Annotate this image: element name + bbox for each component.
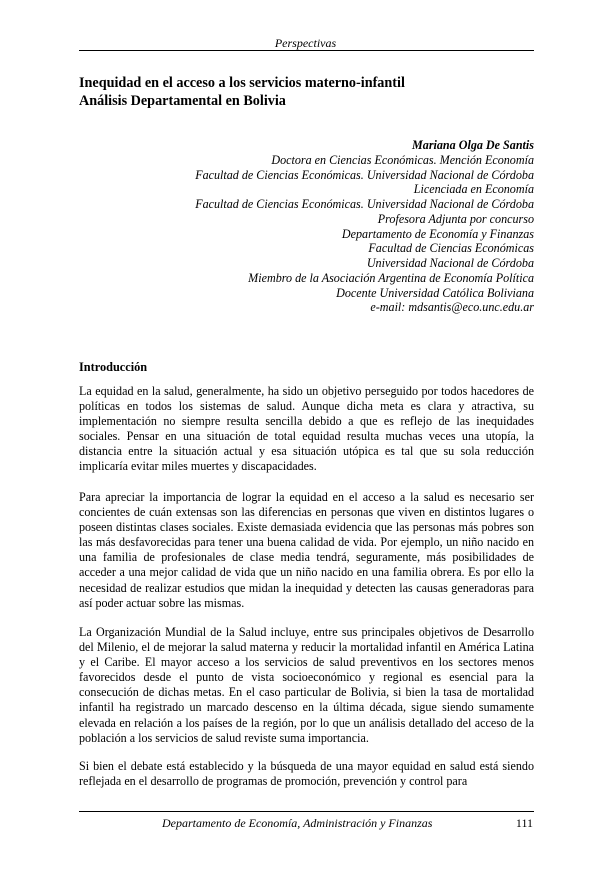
body-paragraph: La equidad en la salud, generalmente, ha sido un objetivo perseguido por todos hacedores de políticas en todos los sistemas de salud. Aunque dicha meta es clara y atractiva, su implementación no siempre resulta sencilla debido a que es reflejo de las inequidades sociales. Pensar en una situación de total equidad resulta muchas veces una utopía, la distancia entre la situación actual y esa situación utópica es tal que su sola reducción implicaría evitar miles muertes y discapacidades. xyxy=(79,384,534,474)
author-affiliation: Universidad Nacional de Córdoba xyxy=(366,256,534,270)
author-affiliation: Docente Universidad Católica Boliviana xyxy=(336,285,534,300)
author-affiliation: Doctora en Ciencias Económicas. Mención Economía xyxy=(271,152,534,167)
article-subtitle-line: Análisis Departamental en Bolivia xyxy=(79,93,286,109)
author-affiliation: Miembro de la Asociación Argentina de Economía Política xyxy=(248,270,534,285)
author-name: Mariana Olga De Santis xyxy=(412,138,534,152)
header-rule xyxy=(79,50,534,51)
author-affiliation: Facultad de Ciencias Económicas. Universidad Nacional de Córdoba xyxy=(195,167,534,182)
body-paragraph: Para apreciar la importancia de lograr la equidad en el acceso a la salud es necesario ser concientes de cuán extensas son las diferencias en personas que viven en distintos lugares o poseen distintas clases sociales. Existe demasiada evidencia que las personas más pobres son las más desfavorecidas para tener una buena calidad de vida. Por ejemplo, un niño nacido en una familia de profesionales de clase media tendrá, seguramente, más posibilidades de acceder a una mejor calidad de vida que un niño nacido en una familia obrera. Es por ello la necesidad de realizar estudios que midan la inequidad y detecten las causas generadoras para así poder actuar sobre las mismas. xyxy=(79,490,534,610)
author-affiliation: Licenciada en Economía xyxy=(413,182,534,197)
body-paragraph: Si bien el debate está establecido y la búsqueda de una mayor equidad en salud está siendo reflejada en el desarrollo de programas de promoción, prevención y control para xyxy=(79,759,534,789)
author-email: e-mail: mdsantis@eco.unc.edu.ar xyxy=(370,300,534,315)
page-number: 111 xyxy=(515,816,533,830)
article-title xyxy=(79,74,539,110)
section-heading: Introducción xyxy=(79,360,148,374)
author-affiliation: Departamento de Economía y Finanzas xyxy=(341,226,534,241)
footer-rule xyxy=(79,811,534,812)
article-title-line: Inequidad en el acceso a los servicios materno-infantil xyxy=(79,75,405,91)
author-affiliation: Profesora Adjunta por concurso xyxy=(377,211,534,226)
running-header: Perspectivas xyxy=(274,36,337,50)
body-paragraph: La Organización Mundial de la Salud incluye, entre sus principales objetivos de Desarrollo del Milenio, el de mejorar la salud materna y reducir la mortalidad infantil en América Latina y el Caribe. El mayor acceso a los servicios de salud preventivos en los sectores menos favorecidos desde el punto de vista socioeconómico y regional es esencial para la consecución de dichas metas. En el caso particular de Bolivia, si bien la tasa de mortalidad infantil ha registrado un marcado descenso en la última década, sigue siendo sumamente elevada en relación a los países de la región, por lo que un análisis detallado del acceso de la población a los servicios de salud reviste suma importancia. xyxy=(79,625,534,745)
author-block xyxy=(64,138,534,315)
author-affiliation: Facultad de Ciencias Económicas. Universidad Nacional de Córdoba xyxy=(195,197,534,211)
author-affiliation: Facultad de Ciencias Económicas xyxy=(368,241,534,256)
footer-department: Departamento de Economía, Administración y Finanzas xyxy=(162,816,433,830)
